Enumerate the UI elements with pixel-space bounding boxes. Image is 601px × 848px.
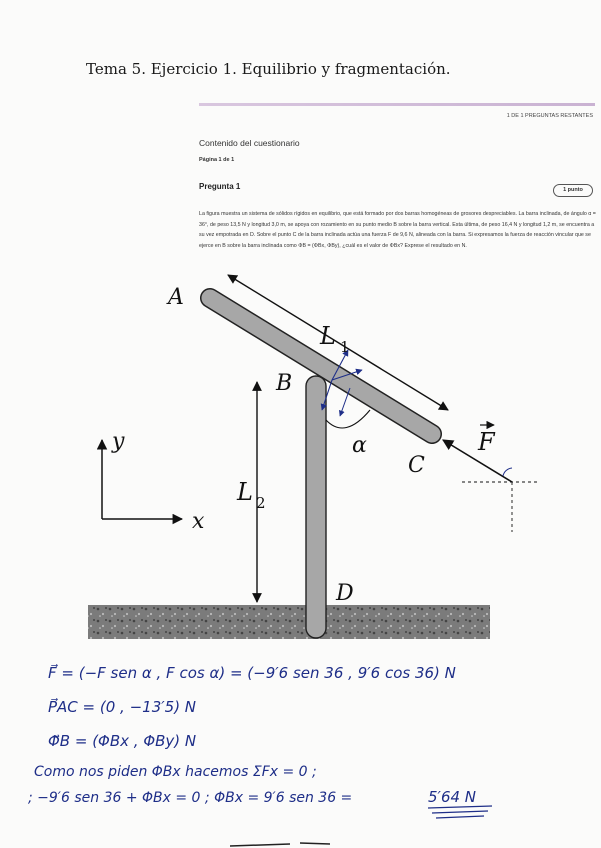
document-title: Tema 5. Ejercicio 1. Equilibrio y fragmentación.	[86, 60, 451, 78]
label-d: D	[336, 581, 354, 606]
label-a: A	[168, 285, 184, 310]
hw-force-vector: F⃗ = (−F sen α , F cos α) = (−9′6 sen 36 , 9′6 cos 36) N	[48, 664, 456, 682]
label-alpha: α	[352, 433, 367, 458]
alpha-angle-arc	[326, 410, 370, 428]
label-l1: L	[320, 322, 336, 350]
progress-indicator: 1 DE 1 PREGUNTAS RESTANTES	[506, 113, 593, 119]
label-b: B	[276, 371, 293, 396]
label-y: y	[112, 429, 125, 454]
force-angle-arc	[503, 468, 512, 476]
hw-result-underline	[428, 806, 492, 818]
ground	[88, 605, 490, 639]
page-indicator: Página 1 de 1	[199, 157, 235, 163]
label-l1-subscript: 1	[340, 338, 350, 356]
label-l2: L	[237, 478, 253, 506]
hw-final-result: 5′64 N	[428, 788, 477, 806]
hw-weight-vector: P⃗AC = (0 , −13′5) N	[48, 698, 197, 716]
question-text: La figura muestra un sistema de sólidos rígidos en equilibrio, que está formado por dos barras homogéneas de grosores despreciables. La barra inclinada, de ángulo α = 36°, de peso 13,5 N y longitud 3,0 m, se apoya con rozamiento en su punto medio B sobre la barra vertical. Esta última, de peso 16,4 N y longitud 1,2 m, se encuentra a su vez empotrada en D. Sobre el punto C de la barra inclinada actúa una fuerza F de 9,6 N, alineada con la barra. Si expresamos la fuerza de reacción vincular que se ejerce en B sobre la barra inclinada como ΦB = (ΦBx, ΦBy), ¿cuál es el valor de ΦBx? Exprese el resultado en N.	[199, 211, 596, 249]
hw-reaction-vector: Φ⃗B = (ΦBx , ΦBy) N	[48, 732, 197, 750]
question-title: Pregunta 1	[199, 182, 241, 191]
l1-dimension-arrow	[228, 275, 448, 410]
label-f: F	[478, 428, 495, 456]
label-c: C	[408, 453, 425, 478]
quiz-top-bar	[199, 103, 595, 106]
hw-solution-line: ; −9′6 sen 36 + ΦBx = 0 ; ΦBx = 9′6 sen 36 =	[28, 790, 353, 806]
label-x: x	[192, 509, 205, 534]
quiz-content-heading: Contenido del cuestionario	[199, 138, 300, 148]
handwritten-solution	[0, 640, 601, 848]
label-l2-subscript: 2	[256, 494, 266, 512]
hw-equilibrium-statement: Como nos piden ΦBx hacemos ΣFx = 0 ;	[34, 764, 317, 780]
mechanics-diagram	[0, 270, 601, 640]
vertical-bar	[306, 376, 326, 638]
hw-bottom-scribble	[230, 843, 330, 846]
points-badge: 1 punto	[553, 184, 593, 197]
